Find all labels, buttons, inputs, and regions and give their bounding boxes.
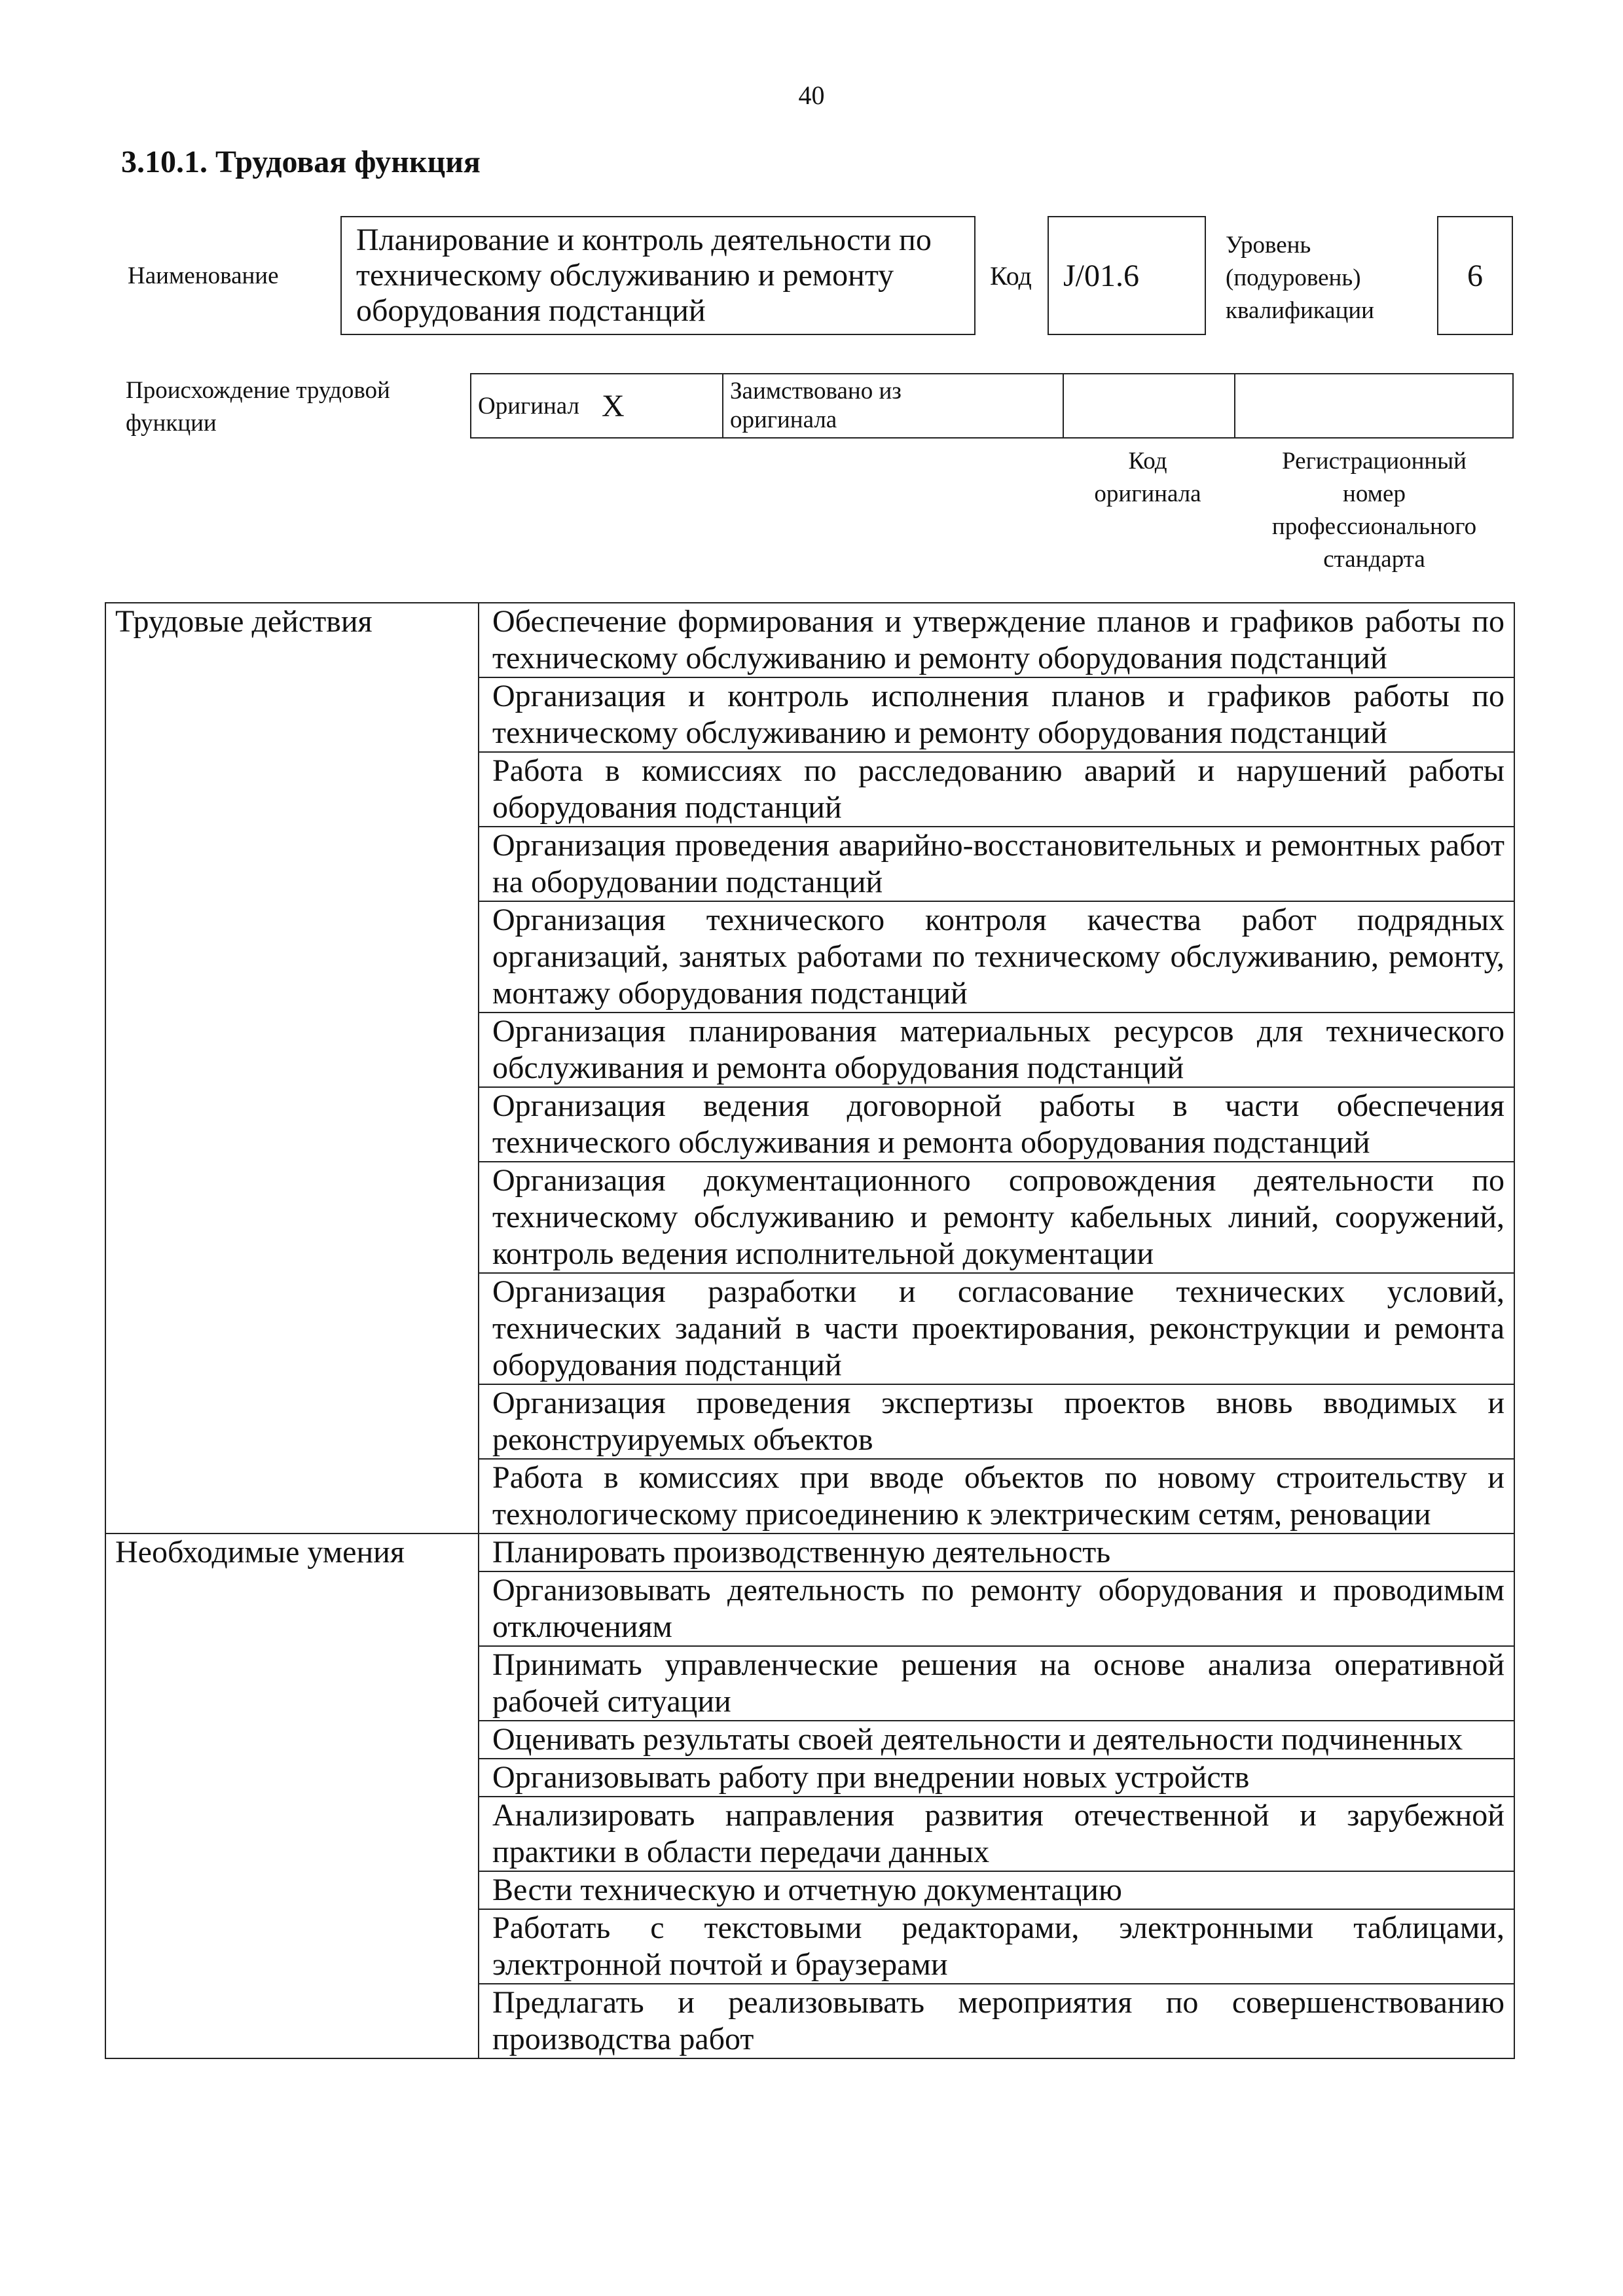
list-item: Организация документационного сопровождения деятельности по техническому обслуживанию и ремонту кабельных линий, сооружений, контроль ведения исполнительной документации <box>479 1162 1514 1273</box>
function-details-table <box>105 602 1515 2059</box>
list-item: Обеспечение формирования и утверждение планов и графиков работы по техническому обслуживанию и ремонту оборудования подстанций <box>479 603 1514 677</box>
section-title: 3.10.1. Трудовая функция <box>121 145 481 179</box>
registration-number-caption <box>1233 445 1515 576</box>
list-item: Планировать производственную деятельность <box>479 1534 1514 1571</box>
qualification-level-box <box>1437 216 1513 335</box>
list-item: Предлагать и реализовывать мероприятия по совершенствованию производства работ <box>479 1984 1514 2058</box>
original-mark-cell <box>595 374 723 438</box>
original-code-cell <box>1063 374 1235 438</box>
caption-line: номер <box>1343 480 1406 507</box>
section-label: Необходимые умения <box>105 1534 479 2058</box>
origin-table <box>470 373 1514 439</box>
list-item: Организация планирования материальных ресурсов для технического обслуживания и ремонта оборудования подстанций <box>479 1013 1514 1087</box>
code-box <box>1048 216 1206 335</box>
level-label-line: Уровень <box>1226 232 1311 259</box>
list-item: Вести техническую и отчетную документацию <box>479 1871 1514 1909</box>
table-row <box>105 603 1514 677</box>
function-name-box <box>340 216 976 335</box>
list-item: Оценивать результаты своей деятельности и деятельности подчиненных <box>479 1721 1514 1759</box>
section-label: Трудовые действия <box>105 603 479 1534</box>
original-code-caption <box>1062 445 1233 511</box>
caption-line: Код <box>1128 448 1167 475</box>
original-mark: X <box>602 388 625 423</box>
caption-line: оригинала <box>1094 480 1201 507</box>
list-item: Организация ведения договорной работы в части обеспечения технического обслуживания и ремонта оборудования подстанций <box>479 1087 1514 1162</box>
list-item: Работать с текстовыми редакторами, электронными таблицами, электронной почтой и браузерами <box>479 1909 1514 1984</box>
function-details-body <box>105 603 1514 2058</box>
code-value: J/01.6 <box>1063 258 1140 293</box>
code-label: Код <box>990 261 1032 291</box>
level-label-line: квалификации <box>1226 297 1374 324</box>
caption-line: стандарта <box>1323 546 1425 573</box>
original-label: Оригинал <box>478 392 580 420</box>
caption-line: Регистрационный <box>1282 448 1467 475</box>
origin-label <box>126 374 390 440</box>
caption-line: профессионального <box>1271 513 1477 540</box>
function-name-value: Планирование и контроль деятельности по техническому обслуживанию и ремонту оборудования подстанций <box>356 223 932 328</box>
list-item: Работа в комиссиях по расследованию аварий и нарушений работы оборудования подстанций <box>479 752 1514 827</box>
list-item: Принимать управленческие решения на основе анализа оперативной рабочей ситуации <box>479 1646 1514 1721</box>
list-item: Организация и контроль исполнения планов и графиков работы по техническому обслуживанию и ремонту оборудования подстанций <box>479 677 1514 752</box>
borrowed-label-line: Заимствовано из <box>730 378 902 404</box>
qualification-level-value: 6 <box>1467 258 1483 293</box>
name-label: Наименование <box>128 262 279 289</box>
list-item: Организация проведения экспертизы проектов вновь вводимых и реконструируемых объектов <box>479 1384 1514 1459</box>
list-item: Организация технического контроля качества работ подрядных организаций, занятых работами по техническому обслуживанию, ремонту, монтажу оборудования подстанций <box>479 901 1514 1013</box>
qualification-level-label <box>1226 229 1374 327</box>
original-label-cell <box>471 374 595 438</box>
borrowed-label-line: оригинала <box>730 406 837 433</box>
registration-number-cell <box>1235 374 1513 438</box>
list-item: Организация проведения аварийно-восстановительных и ремонтных работ на оборудовании подстанций <box>479 827 1514 901</box>
list-item: Организовывать работу при внедрении новых устройств <box>479 1759 1514 1797</box>
table-row <box>105 1534 1514 1571</box>
list-item: Организовывать деятельность по ремонту оборудования и проводимым отключениям <box>479 1571 1514 1646</box>
list-item: Организация разработки и согласование технических условий, технических заданий в части проектирования, реконструкции и ремонта оборудования подстанций <box>479 1273 1514 1384</box>
borrowed-cell <box>723 374 1063 438</box>
page-number: 40 <box>798 81 825 110</box>
origin-label-line: функции <box>126 410 217 437</box>
list-item: Работа в комиссиях при вводе объектов по новому строительству и технологическому присоединению к электрическим сетям, реновации <box>479 1459 1514 1534</box>
level-label-line: (подуровень) <box>1226 264 1361 291</box>
origin-label-line: Происхождение трудовой <box>126 377 390 404</box>
list-item: Анализировать направления развития отечественной и зарубежной практики в области передачи данных <box>479 1797 1514 1871</box>
